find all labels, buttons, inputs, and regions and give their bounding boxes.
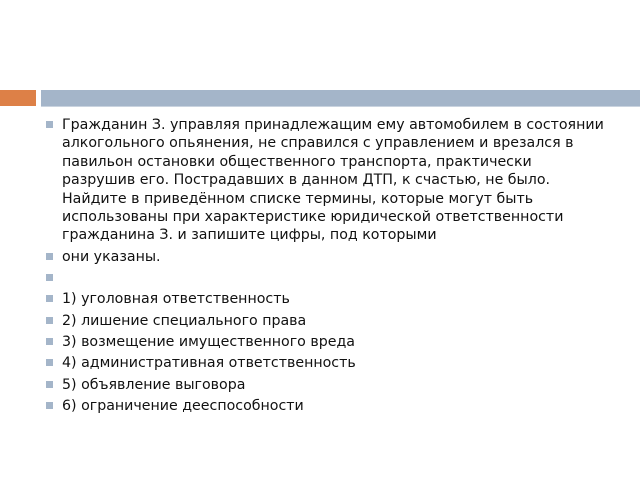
list-item <box>46 376 606 394</box>
question-text: Гражданин З. управляя принадлежащим ему автомобилем в состоянии алкогольного опьянения, не справился с управлением и врезался в павильон остановки общественного транспорта, практически разрушив его. Пострадавших в данном ДТП, к счастью, не было. Найдите в приведённом списке термины, которые могут быть использованы при характеристике юридической ответственности гражданина З. и запишите цифры, под которыми <box>62 117 604 244</box>
slide-body <box>46 116 606 419</box>
option-6: 6) ограничение дееспособности <box>62 398 304 415</box>
bullet-square-icon <box>46 295 53 302</box>
title-bar-decoration <box>0 90 640 106</box>
bullet-list <box>46 116 606 416</box>
list-item <box>46 290 606 308</box>
option-3: 3) возмещение имущественного вреда <box>62 334 355 351</box>
list-item <box>46 248 606 266</box>
accent-block-orange <box>0 90 36 106</box>
bullet-square-icon <box>46 338 53 345</box>
bullet-square-icon <box>46 402 53 409</box>
list-item <box>46 333 606 351</box>
list-item <box>46 397 606 415</box>
list-item <box>46 312 606 330</box>
list-item-empty <box>46 269 606 287</box>
option-1: 1) уголовная ответственность <box>62 291 290 308</box>
bullet-square-icon <box>46 359 53 366</box>
accent-bar-blue <box>41 90 640 106</box>
accent-divider <box>41 106 640 107</box>
bullet-square-icon <box>46 253 53 260</box>
bullet-square-icon <box>46 381 53 388</box>
list-item <box>46 116 606 245</box>
option-5: 5) объявление выговора <box>62 376 246 393</box>
bullet-square-icon <box>46 317 53 324</box>
option-4: 4) административная ответственность <box>62 355 356 372</box>
list-item <box>46 354 606 372</box>
bullet-square-icon <box>46 274 53 281</box>
option-2: 2) лишение специального права <box>62 312 307 329</box>
question-text-continued: они указаны. <box>62 248 161 265</box>
bullet-square-icon <box>46 121 53 128</box>
